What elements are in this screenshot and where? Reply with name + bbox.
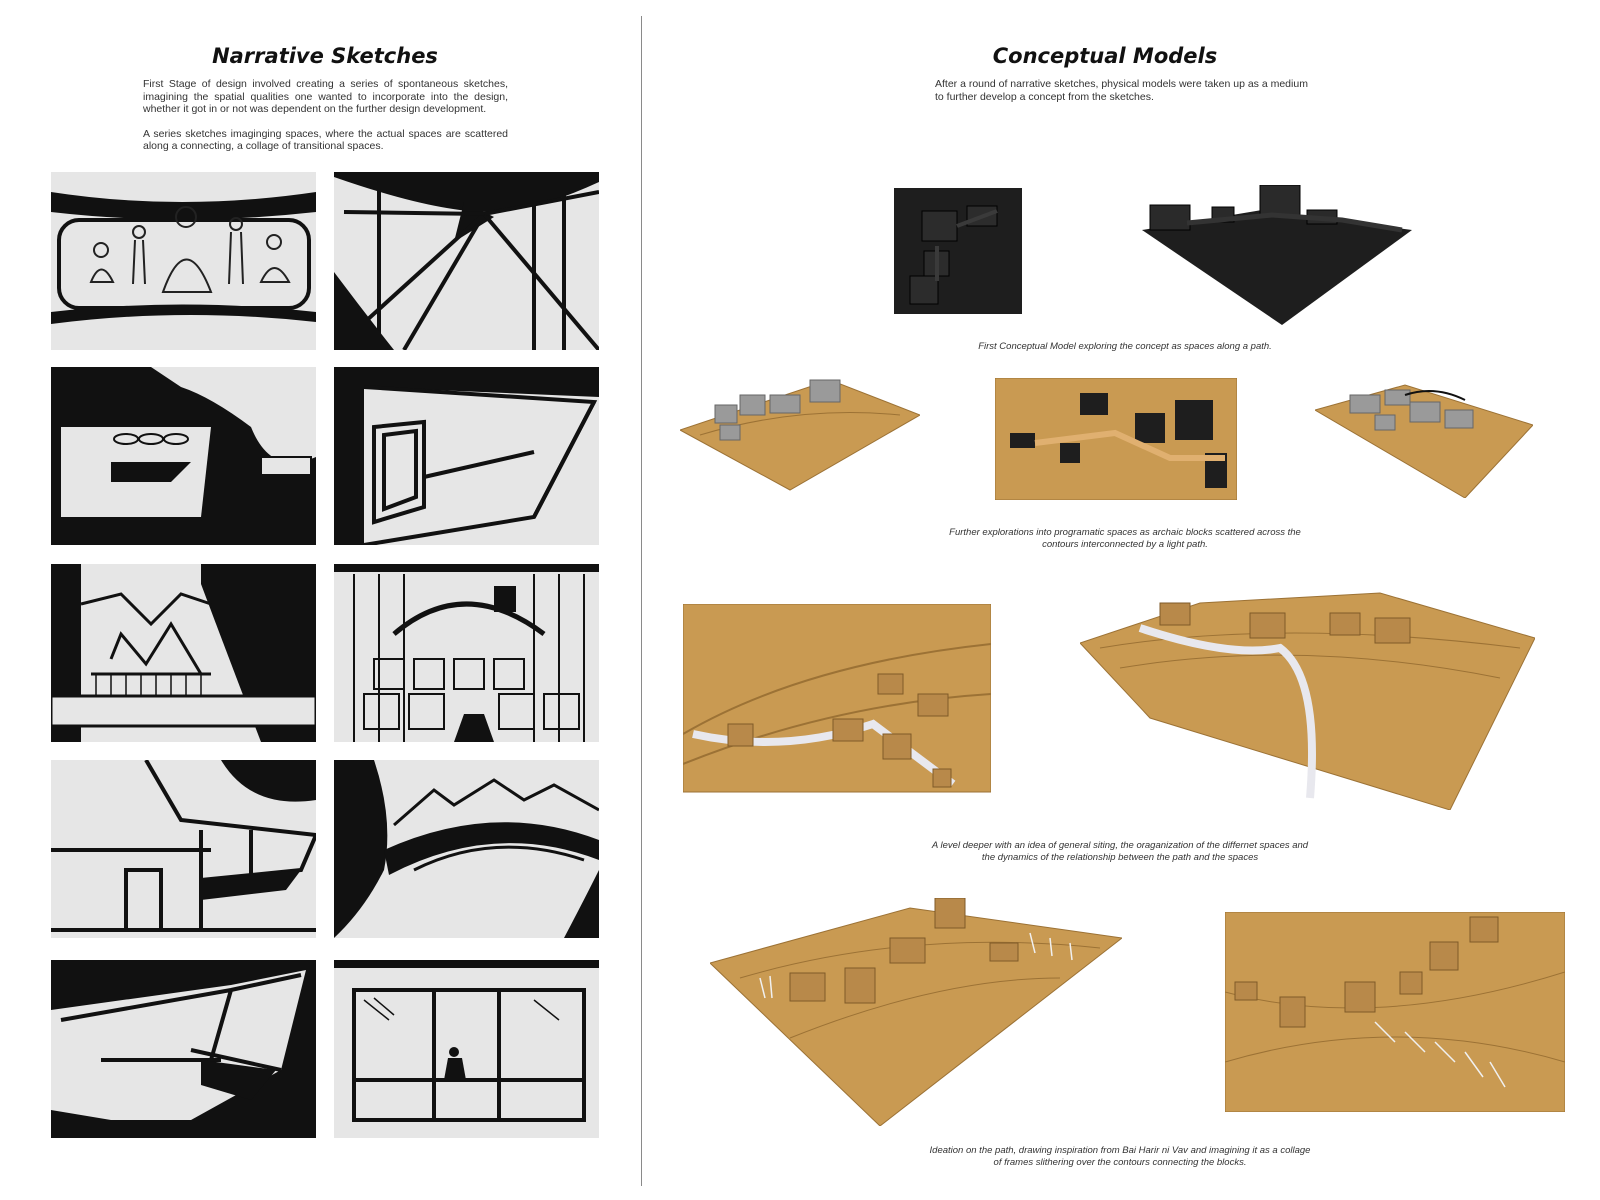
sketch-bridge-over-valley [334,760,599,938]
caption-3-line-2: the dynamics of the relationship between the path and the spaces [981,851,1259,863]
sketch-seated-figure-frame [334,960,599,1138]
caption-4-line-2: of frames slithering over the contours connecting the blocks. [993,1156,1247,1168]
sketch-cantilever-room [51,760,316,938]
page-divider [641,16,642,1186]
conceptual-models-intro: After a round of narrative sketches, physical models were taken up as a medium to further develop a concept from the sketches. [935,78,1308,103]
conceptual-models-title: Conceptual Models [992,44,1218,68]
narrative-paragraph-1: First Stage of design involved creating a series of spontaneous sketches, imagining the spatial qualities one wanted to incorporate into the design, whether it got in or not was dependent on the further design development. [143,78,508,115]
black-model-perspective [1142,185,1412,325]
cardboard-model-black-blocks-top [995,378,1237,500]
caption-2-line-1: Further explorations into programatic spaces as archaic blocks scattered across the [949,527,1301,538]
sketch-framed-window-room [334,367,599,545]
caption-2-line-2: contours interconnected by a light path. [1042,538,1208,550]
sketch-cave-corridor [51,367,316,545]
sketch-amphitheatre-seats [334,564,599,742]
cardboard-model-grey-blocks-left [680,375,920,495]
caption-4-line-1: Ideation on the path, drawing inspiration from Bai Harir ni Vav and imagining it as a collage [929,1145,1311,1156]
cardboard-siting-model-top [683,604,991,796]
cardboard-path-model-perspective [710,898,1122,1126]
cardboard-siting-model-perspective [1080,588,1535,810]
narrative-sketches-description [143,78,508,165]
caption-3-line-1: A level deeper with an idea of general siting, the oraganization of the differnet spaces and [931,840,1309,851]
black-model-top-view [892,186,1024,316]
caption-ideation-path [880,1145,1360,1168]
narrative-paragraph-2: A series sketches imaginging spaces, where the actual spaces are scattered along a connecting, a collage of transitional spaces. [143,127,508,152]
sketch-mountain-view-balcony [51,564,316,742]
sketch-perspective-corridor [334,172,599,350]
caption-further-explorations [900,527,1350,550]
narrative-sketches-title: Narrative Sketches [212,44,438,68]
caption-first-model: First Conceptual Model exploring the concept as spaces along a path. [978,341,1272,352]
caption-level-deeper [880,840,1360,863]
cardboard-model-grey-blocks-right [1315,380,1533,498]
sketch-overhang-frame [51,960,316,1138]
sketch-figures-in-tunnel [51,172,316,350]
cardboard-path-model-top [1225,912,1565,1112]
